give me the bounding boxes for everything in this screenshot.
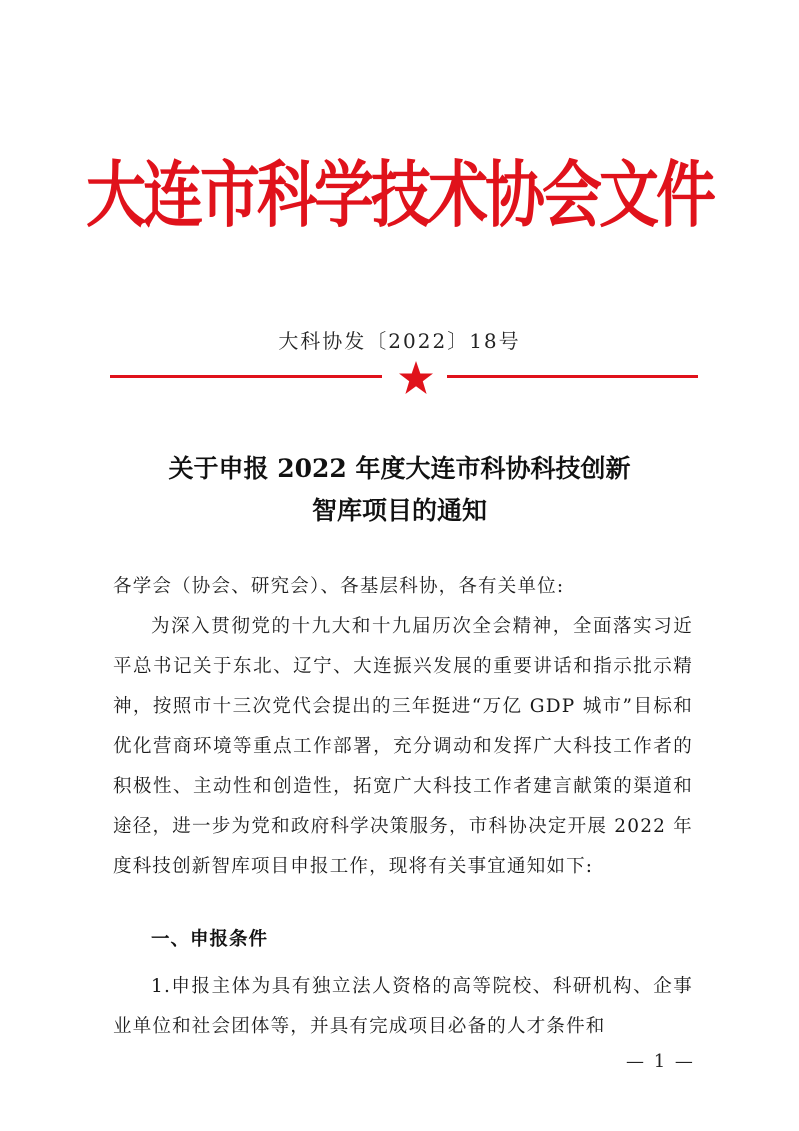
notice-title-line1: 关于申报 2022 年度大连市科协科技创新 — [168, 454, 631, 483]
salutation: 各学会（协会、研究会）、各基层科协，各有关单位: — [113, 576, 565, 597]
section-heading: 一、申报条件 — [151, 929, 269, 950]
red-star-icon — [398, 360, 434, 396]
red-divider-left — [110, 375, 382, 378]
list-item: 1.申报主体为具有独立法人资格的高等院校、科研机构、企事业单位和社会团体等，并具有完成项目必备的人才条件和 — [113, 976, 693, 1037]
body-paragraph: 为深入贯彻党的十九大和十九届历次全会精神，全面落实习近平总书记关于东北、辽宁、大连振兴发展的重要讲话和指示批示精神，按照市十三次党代会提出的三年挺进“万亿 GDP 城市”目标和优化营商环境等重点工作部署，充分调动和发挥广大科技工作者的积极性、主动性和创造性，拓宽广大科技工作者建言献策的渠道和途径，进一步为党和政府科学决策服务，市科协决定开展 2022 年度科技创新智库项目申报工作，现将有关事宜通知如下: — [113, 616, 693, 877]
red-divider-right — [447, 375, 698, 378]
notice-title-line2: 智库项目的通知 — [311, 496, 487, 525]
document-number: 大科协发〔2022〕18号 — [278, 329, 521, 353]
page-number: — 1 — — [626, 1051, 695, 1072]
document-masthead: 大连市科学技术协会文件 — [86, 154, 713, 238]
